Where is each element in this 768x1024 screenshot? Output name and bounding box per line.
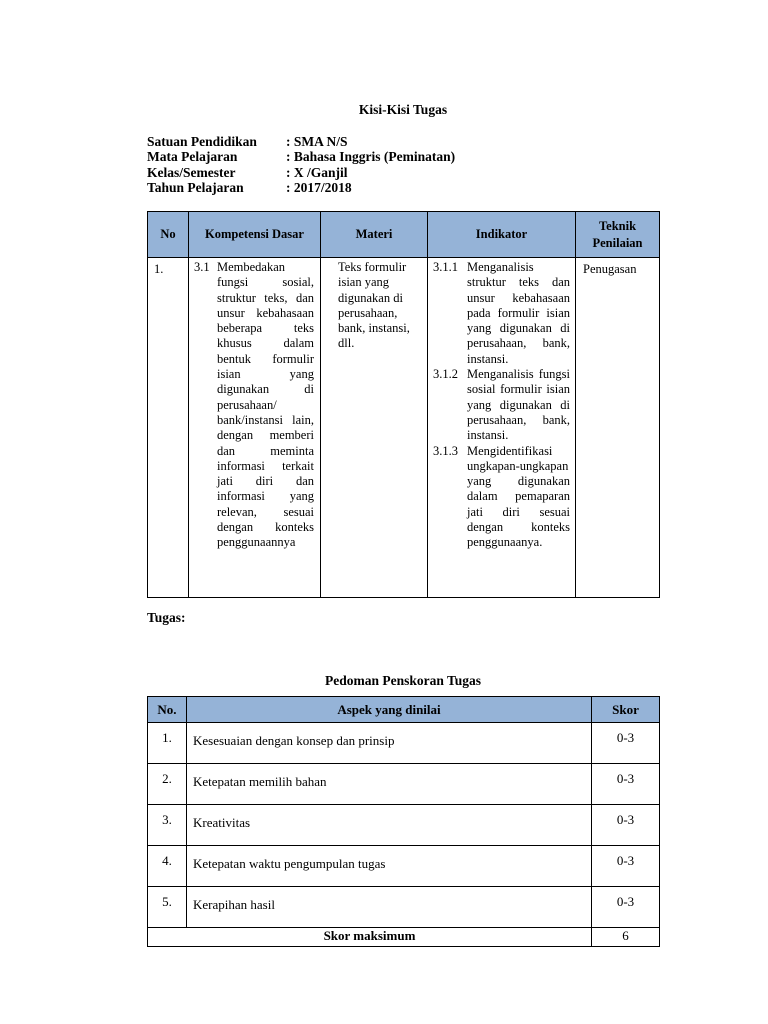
- score-cell: 0-3: [592, 723, 660, 764]
- scoring-row: [148, 846, 660, 887]
- meta-value: : SMA N/S: [286, 134, 348, 149]
- indikator-item: [433, 367, 570, 443]
- kisi-row: [148, 258, 660, 598]
- meta-row-mapel: [147, 149, 455, 164]
- scoring-row: [148, 805, 660, 846]
- indikator-number: 3.1.2: [433, 367, 458, 382]
- aspect-text: Kreativitas: [193, 815, 251, 830]
- indikator-item: [433, 444, 570, 551]
- document-title: Kisi-Kisi Tugas: [358, 102, 448, 117]
- scoring-row: [148, 723, 660, 764]
- identity-block: [147, 134, 455, 195]
- score-cell: 0-3: [592, 887, 660, 928]
- scoring-header-row: [148, 697, 660, 723]
- teknik-cell: Penugasan: [576, 258, 660, 598]
- scoring-table: [147, 696, 660, 947]
- kompetensi-number: 3.1: [194, 260, 210, 274]
- header-teknik: [576, 212, 660, 258]
- header-skor: Skor: [592, 697, 660, 723]
- score-cell: 0-3: [592, 764, 660, 805]
- aspect-text: Kerapihan hasil: [193, 897, 275, 912]
- scoring-row: [148, 887, 660, 928]
- aspect-cell: [187, 846, 592, 887]
- row-number: 4.: [148, 846, 187, 887]
- indikator-text: Menganalisis fungsi sosial formulir isian yang digunakan di perusahaan, bank, instansi.: [467, 367, 570, 443]
- meta-value: : 2017/2018: [286, 179, 352, 195]
- meta-value: : Bahasa Inggris (Peminatan): [286, 149, 456, 165]
- kompetensi-cell: [189, 258, 321, 598]
- kompetensi-text: Membedakan fungsi sosial, struktur teks, dan unsur kebahasaan beberapa teks khusus dalam bentuk formulir isian yang digunakan di perusahaan/ bank/instansi lain, dengan memberi dan meminta informasi terkait jati diri dan informasi yang relevan, sesuai dengan konteks penggunaannya: [217, 260, 314, 550]
- meta-label: Satuan Pendidikan: [147, 134, 257, 149]
- row-number: 5.: [148, 887, 187, 928]
- header-no: No: [148, 212, 189, 258]
- meta-label: Mata Pelajaran: [147, 149, 238, 165]
- meta-row-kelas: [147, 165, 455, 180]
- tugas-label: Tugas:: [147, 610, 186, 625]
- indikator-number: 3.1.1: [433, 260, 458, 274]
- header-materi: Materi: [321, 212, 428, 258]
- header-teknik-line1: Teknik: [598, 218, 637, 233]
- header-kompetensi: Kompetensi Dasar: [189, 212, 321, 258]
- aspect-text: Ketepatan waktu pengumpulan tugas: [193, 856, 386, 871]
- header-indikator: Indikator: [428, 212, 576, 258]
- header-aspek: Aspek yang dinilai: [187, 697, 592, 723]
- score-cell: 0-3: [592, 805, 660, 846]
- row-number: 1.: [148, 723, 187, 764]
- row-number: 2.: [148, 764, 187, 805]
- score-cell: 0-3: [592, 846, 660, 887]
- materi-cell: Teks formulir isian yang digunakan di perusahaan, bank, instansi, dll.: [321, 258, 428, 598]
- meta-row-satuan: [147, 134, 455, 149]
- indikator-text: Mengidentifikasi ungkapan-ungkapan yang digunakan dalam pemaparan jati diri sesuai dengan konteks penggunaanya.: [467, 443, 570, 550]
- total-label: Skor maksimum: [148, 928, 592, 947]
- indikator-number: 3.1.3: [433, 443, 458, 458]
- row-number: 1.: [148, 258, 189, 598]
- aspect-text: Kesesuaian dengan konsep dan prinsip: [193, 733, 395, 748]
- aspect-text: Ketepatan memilih bahan: [193, 774, 327, 789]
- total-row: [148, 928, 660, 947]
- scoring-row: [148, 764, 660, 805]
- scoring-title: Pedoman Penskoran Tugas: [324, 673, 482, 688]
- indikator-cell: [428, 258, 576, 598]
- kisi-header-row: [148, 212, 660, 258]
- meta-value: : X /Ganjil: [286, 164, 348, 180]
- indikator-item: [433, 260, 570, 367]
- aspect-cell: [187, 887, 592, 928]
- meta-label: Kelas/Semester: [147, 164, 236, 180]
- kompetensi-item: [194, 260, 314, 551]
- meta-label: Tahun Pelajaran: [147, 179, 244, 195]
- row-number: 3.: [148, 805, 187, 846]
- header-no: No.: [148, 697, 187, 723]
- meta-row-tahun: [147, 180, 455, 195]
- header-teknik-line2: Penilaian: [592, 235, 643, 250]
- aspect-cell: [187, 764, 592, 805]
- aspect-cell: [187, 805, 592, 846]
- indikator-text: Menganalisis struktur teks dan unsur kebahasaan pada formulir isian yang digunakan di perusahaan, bank, instansi.: [467, 260, 570, 366]
- total-value: 6: [592, 928, 660, 947]
- kisi-kisi-table: [147, 211, 660, 598]
- aspect-cell: [187, 723, 592, 764]
